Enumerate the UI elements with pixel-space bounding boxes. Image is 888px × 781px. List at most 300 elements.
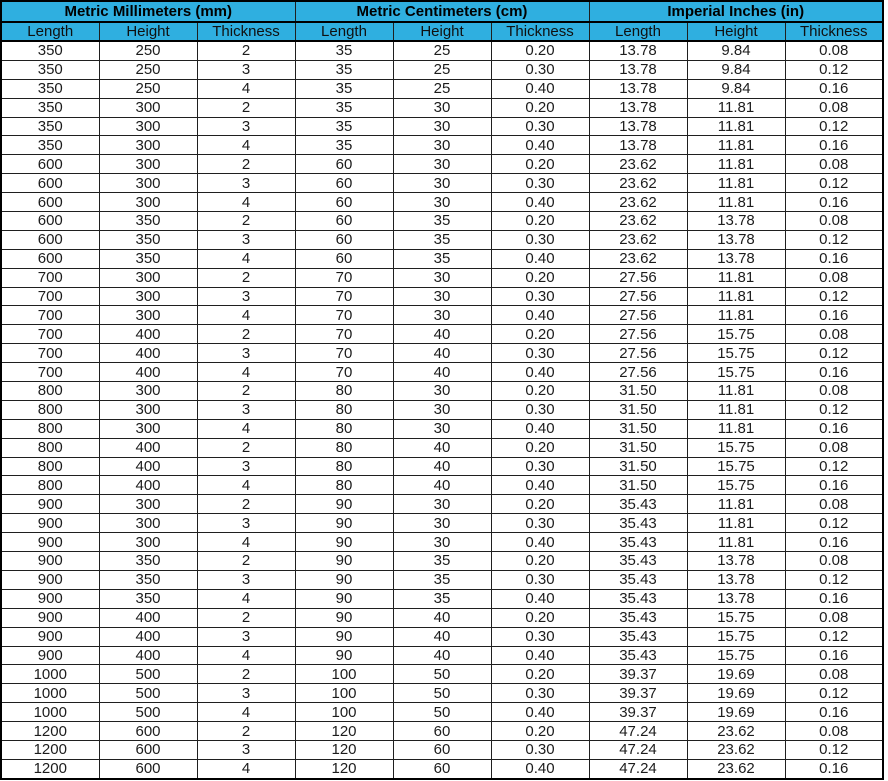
cell-cm-height: 30 xyxy=(393,533,491,552)
cell-mm-length: 900 xyxy=(1,646,99,665)
cell-mm-thickness: 4 xyxy=(197,533,295,552)
cell-mm-length: 900 xyxy=(1,627,99,646)
cell-in-length: 27.56 xyxy=(589,363,687,382)
cell-cm-length: 80 xyxy=(295,457,393,476)
cell-in-thickness: 0.12 xyxy=(785,174,883,193)
cell-in-height: 11.81 xyxy=(687,495,785,514)
cell-mm-length: 800 xyxy=(1,419,99,438)
column-header-cm-length: Length xyxy=(295,22,393,41)
cell-in-length: 27.56 xyxy=(589,325,687,344)
cell-cm-thickness: 0.40 xyxy=(491,759,589,778)
group-header-imperial-in: Imperial Inches (in) xyxy=(589,1,883,22)
cell-mm-thickness: 4 xyxy=(197,703,295,722)
cell-in-length: 23.62 xyxy=(589,230,687,249)
table-row xyxy=(1,230,883,249)
cell-cm-length: 60 xyxy=(295,155,393,174)
table-body xyxy=(1,41,883,779)
cell-cm-length: 80 xyxy=(295,476,393,495)
table-row xyxy=(1,476,883,495)
cell-mm-length: 700 xyxy=(1,306,99,325)
column-header-row xyxy=(1,22,883,41)
cell-mm-length: 350 xyxy=(1,117,99,136)
table-row xyxy=(1,117,883,136)
cell-cm-height: 25 xyxy=(393,60,491,79)
cell-mm-height: 400 xyxy=(99,363,197,382)
cell-cm-height: 30 xyxy=(393,419,491,438)
cell-cm-thickness: 0.20 xyxy=(491,155,589,174)
cell-mm-thickness: 3 xyxy=(197,514,295,533)
cell-cm-length: 80 xyxy=(295,438,393,457)
cell-cm-thickness: 0.20 xyxy=(491,325,589,344)
table-row xyxy=(1,684,883,703)
column-header-mm-length: Length xyxy=(1,22,99,41)
cell-cm-height: 30 xyxy=(393,306,491,325)
cell-mm-length: 1000 xyxy=(1,703,99,722)
cell-mm-thickness: 2 xyxy=(197,325,295,344)
cell-in-height: 13.78 xyxy=(687,552,785,571)
cell-cm-length: 60 xyxy=(295,230,393,249)
cell-mm-thickness: 3 xyxy=(197,457,295,476)
cell-cm-length: 70 xyxy=(295,306,393,325)
cell-cm-length: 80 xyxy=(295,382,393,401)
group-header-metric-cm: Metric Centimeters (cm) xyxy=(295,1,589,22)
cell-in-thickness: 0.08 xyxy=(785,552,883,571)
cell-cm-length: 90 xyxy=(295,627,393,646)
cell-mm-thickness: 4 xyxy=(197,79,295,98)
cell-in-height: 13.78 xyxy=(687,212,785,231)
cell-in-height: 9.84 xyxy=(687,60,785,79)
cell-cm-length: 90 xyxy=(295,646,393,665)
cell-cm-height: 35 xyxy=(393,570,491,589)
cell-in-length: 31.50 xyxy=(589,400,687,419)
cell-in-length: 35.43 xyxy=(589,514,687,533)
cell-mm-height: 500 xyxy=(99,703,197,722)
cell-mm-length: 800 xyxy=(1,438,99,457)
cell-mm-thickness: 3 xyxy=(197,684,295,703)
cell-in-length: 39.37 xyxy=(589,703,687,722)
cell-mm-length: 350 xyxy=(1,136,99,155)
cell-cm-thickness: 0.40 xyxy=(491,533,589,552)
cell-cm-thickness: 0.40 xyxy=(491,589,589,608)
cell-cm-thickness: 0.40 xyxy=(491,79,589,98)
cell-cm-height: 30 xyxy=(393,400,491,419)
cell-mm-height: 300 xyxy=(99,174,197,193)
cell-mm-height: 350 xyxy=(99,212,197,231)
cell-mm-thickness: 4 xyxy=(197,646,295,665)
cell-mm-length: 600 xyxy=(1,193,99,212)
table-row xyxy=(1,457,883,476)
cell-in-length: 13.78 xyxy=(589,79,687,98)
cell-in-thickness: 0.12 xyxy=(785,230,883,249)
cell-cm-length: 90 xyxy=(295,533,393,552)
cell-cm-length: 35 xyxy=(295,98,393,117)
cell-cm-height: 30 xyxy=(393,174,491,193)
cell-in-thickness: 0.08 xyxy=(785,608,883,627)
cell-cm-thickness: 0.30 xyxy=(491,400,589,419)
cell-in-height: 11.81 xyxy=(687,174,785,193)
cell-cm-length: 80 xyxy=(295,400,393,419)
cell-mm-height: 300 xyxy=(99,98,197,117)
cell-in-thickness: 0.12 xyxy=(785,570,883,589)
cell-cm-height: 35 xyxy=(393,249,491,268)
cell-cm-height: 30 xyxy=(393,98,491,117)
table-row xyxy=(1,325,883,344)
cell-mm-thickness: 3 xyxy=(197,174,295,193)
cell-in-thickness: 0.12 xyxy=(785,514,883,533)
cell-in-length: 27.56 xyxy=(589,268,687,287)
cell-in-height: 15.75 xyxy=(687,344,785,363)
cell-cm-height: 40 xyxy=(393,438,491,457)
cell-cm-height: 30 xyxy=(393,268,491,287)
cell-cm-thickness: 0.30 xyxy=(491,60,589,79)
cell-in-height: 9.84 xyxy=(687,41,785,60)
cell-cm-thickness: 0.40 xyxy=(491,306,589,325)
cell-cm-height: 35 xyxy=(393,212,491,231)
cell-mm-height: 300 xyxy=(99,193,197,212)
cell-mm-height: 300 xyxy=(99,514,197,533)
cell-mm-length: 600 xyxy=(1,155,99,174)
group-header-row xyxy=(1,1,883,22)
cell-mm-height: 400 xyxy=(99,457,197,476)
cell-mm-thickness: 3 xyxy=(197,400,295,419)
cell-in-thickness: 0.16 xyxy=(785,79,883,98)
cell-mm-thickness: 4 xyxy=(197,419,295,438)
cell-in-height: 11.81 xyxy=(687,382,785,401)
cell-cm-height: 30 xyxy=(393,193,491,212)
cell-cm-thickness: 0.30 xyxy=(491,570,589,589)
cell-mm-height: 400 xyxy=(99,476,197,495)
cell-cm-thickness: 0.20 xyxy=(491,608,589,627)
cell-cm-thickness: 0.40 xyxy=(491,249,589,268)
cell-in-thickness: 0.16 xyxy=(785,589,883,608)
cell-cm-length: 70 xyxy=(295,325,393,344)
cell-cm-height: 50 xyxy=(393,665,491,684)
cell-mm-length: 900 xyxy=(1,514,99,533)
cell-mm-length: 350 xyxy=(1,98,99,117)
cell-mm-length: 600 xyxy=(1,230,99,249)
cell-mm-thickness: 4 xyxy=(197,363,295,382)
table-row xyxy=(1,79,883,98)
cell-in-height: 11.81 xyxy=(687,193,785,212)
cell-in-length: 31.50 xyxy=(589,419,687,438)
cell-in-height: 11.81 xyxy=(687,287,785,306)
cell-cm-length: 35 xyxy=(295,41,393,60)
table-row xyxy=(1,382,883,401)
cell-mm-length: 700 xyxy=(1,268,99,287)
cell-cm-height: 40 xyxy=(393,363,491,382)
cell-in-thickness: 0.16 xyxy=(785,419,883,438)
cell-in-length: 35.43 xyxy=(589,533,687,552)
table-row xyxy=(1,608,883,627)
cell-mm-height: 500 xyxy=(99,665,197,684)
cell-cm-length: 35 xyxy=(295,117,393,136)
cell-mm-height: 300 xyxy=(99,382,197,401)
table-row xyxy=(1,174,883,193)
table-row xyxy=(1,344,883,363)
cell-in-thickness: 0.12 xyxy=(785,457,883,476)
cell-cm-thickness: 0.30 xyxy=(491,117,589,136)
cell-in-thickness: 0.08 xyxy=(785,495,883,514)
cell-in-thickness: 0.08 xyxy=(785,325,883,344)
cell-in-thickness: 0.08 xyxy=(785,268,883,287)
cell-in-height: 23.62 xyxy=(687,740,785,759)
cell-in-length: 23.62 xyxy=(589,155,687,174)
cell-in-thickness: 0.16 xyxy=(785,703,883,722)
cell-mm-thickness: 3 xyxy=(197,570,295,589)
table-row xyxy=(1,533,883,552)
cell-mm-height: 350 xyxy=(99,230,197,249)
table-row xyxy=(1,400,883,419)
cell-mm-length: 600 xyxy=(1,249,99,268)
cell-mm-height: 600 xyxy=(99,759,197,778)
cell-cm-length: 120 xyxy=(295,722,393,741)
cell-cm-length: 35 xyxy=(295,136,393,155)
cell-cm-height: 50 xyxy=(393,703,491,722)
cell-cm-length: 100 xyxy=(295,703,393,722)
cell-mm-height: 400 xyxy=(99,608,197,627)
cell-cm-length: 60 xyxy=(295,174,393,193)
cell-in-thickness: 0.16 xyxy=(785,193,883,212)
cell-in-height: 19.69 xyxy=(687,703,785,722)
cell-cm-length: 70 xyxy=(295,268,393,287)
cell-cm-height: 40 xyxy=(393,476,491,495)
cell-in-length: 23.62 xyxy=(589,193,687,212)
cell-mm-height: 350 xyxy=(99,552,197,571)
cell-in-thickness: 0.08 xyxy=(785,438,883,457)
cell-in-height: 11.81 xyxy=(687,155,785,174)
cell-mm-length: 1200 xyxy=(1,759,99,778)
table-row xyxy=(1,268,883,287)
cell-cm-height: 40 xyxy=(393,325,491,344)
cell-cm-thickness: 0.30 xyxy=(491,174,589,193)
cell-mm-height: 400 xyxy=(99,438,197,457)
cell-mm-height: 300 xyxy=(99,533,197,552)
cell-cm-height: 35 xyxy=(393,230,491,249)
cell-cm-length: 80 xyxy=(295,419,393,438)
table-row xyxy=(1,589,883,608)
cell-mm-thickness: 3 xyxy=(197,230,295,249)
cell-mm-thickness: 2 xyxy=(197,438,295,457)
cell-mm-height: 400 xyxy=(99,627,197,646)
cell-cm-height: 25 xyxy=(393,79,491,98)
cell-cm-thickness: 0.20 xyxy=(491,41,589,60)
cell-cm-length: 100 xyxy=(295,684,393,703)
cell-in-thickness: 0.12 xyxy=(785,400,883,419)
cell-cm-height: 50 xyxy=(393,684,491,703)
table-row xyxy=(1,363,883,382)
cell-cm-thickness: 0.40 xyxy=(491,646,589,665)
cell-in-thickness: 0.16 xyxy=(785,363,883,382)
cell-in-thickness: 0.08 xyxy=(785,98,883,117)
table-row xyxy=(1,41,883,60)
cell-mm-length: 350 xyxy=(1,79,99,98)
cell-mm-thickness: 4 xyxy=(197,476,295,495)
cell-in-length: 23.62 xyxy=(589,212,687,231)
cell-in-thickness: 0.16 xyxy=(785,306,883,325)
cell-mm-thickness: 4 xyxy=(197,136,295,155)
cell-mm-height: 300 xyxy=(99,306,197,325)
cell-cm-height: 30 xyxy=(393,155,491,174)
cell-mm-height: 300 xyxy=(99,136,197,155)
cell-in-height: 15.75 xyxy=(687,457,785,476)
cell-mm-height: 350 xyxy=(99,570,197,589)
cell-cm-thickness: 0.40 xyxy=(491,419,589,438)
table-row xyxy=(1,438,883,457)
cell-mm-height: 300 xyxy=(99,268,197,287)
cell-in-height: 19.69 xyxy=(687,665,785,684)
cell-cm-height: 30 xyxy=(393,136,491,155)
cell-in-height: 15.75 xyxy=(687,438,785,457)
cell-in-thickness: 0.12 xyxy=(785,684,883,703)
cell-in-thickness: 0.16 xyxy=(785,646,883,665)
cell-mm-thickness: 2 xyxy=(197,212,295,231)
cell-mm-height: 300 xyxy=(99,287,197,306)
cell-in-length: 35.43 xyxy=(589,552,687,571)
cell-in-length: 27.56 xyxy=(589,344,687,363)
cell-cm-length: 90 xyxy=(295,552,393,571)
cell-mm-length: 900 xyxy=(1,552,99,571)
cell-in-length: 47.24 xyxy=(589,759,687,778)
cell-in-thickness: 0.16 xyxy=(785,476,883,495)
cell-cm-height: 25 xyxy=(393,41,491,60)
cell-mm-length: 1200 xyxy=(1,740,99,759)
cell-mm-thickness: 3 xyxy=(197,60,295,79)
cell-in-height: 11.81 xyxy=(687,136,785,155)
table-row xyxy=(1,136,883,155)
cell-mm-height: 250 xyxy=(99,60,197,79)
cell-mm-thickness: 3 xyxy=(197,344,295,363)
cell-in-thickness: 0.08 xyxy=(785,41,883,60)
cell-cm-length: 35 xyxy=(295,60,393,79)
cell-cm-length: 70 xyxy=(295,287,393,306)
cell-in-length: 23.62 xyxy=(589,249,687,268)
cell-in-length: 47.24 xyxy=(589,722,687,741)
cell-in-length: 27.56 xyxy=(589,287,687,306)
cell-in-height: 15.75 xyxy=(687,325,785,344)
cell-in-height: 19.69 xyxy=(687,684,785,703)
cell-mm-length: 900 xyxy=(1,570,99,589)
cell-mm-height: 600 xyxy=(99,740,197,759)
cell-cm-height: 40 xyxy=(393,457,491,476)
cell-mm-length: 700 xyxy=(1,325,99,344)
cell-in-length: 31.50 xyxy=(589,382,687,401)
cell-cm-length: 90 xyxy=(295,495,393,514)
cell-in-height: 11.81 xyxy=(687,268,785,287)
cell-cm-height: 60 xyxy=(393,759,491,778)
column-header-mm-height: Height xyxy=(99,22,197,41)
cell-mm-thickness: 2 xyxy=(197,722,295,741)
cell-in-length: 39.37 xyxy=(589,665,687,684)
column-header-cm-height: Height xyxy=(393,22,491,41)
cell-in-height: 15.75 xyxy=(687,363,785,382)
table-row xyxy=(1,646,883,665)
cell-in-length: 35.43 xyxy=(589,495,687,514)
cell-mm-thickness: 3 xyxy=(197,117,295,136)
table-row xyxy=(1,570,883,589)
cell-in-height: 11.81 xyxy=(687,514,785,533)
cell-cm-length: 70 xyxy=(295,363,393,382)
cell-in-height: 15.75 xyxy=(687,646,785,665)
cell-in-length: 23.62 xyxy=(589,174,687,193)
cell-mm-height: 300 xyxy=(99,495,197,514)
table-row xyxy=(1,249,883,268)
table-row xyxy=(1,306,883,325)
cell-cm-height: 35 xyxy=(393,552,491,571)
cell-cm-height: 40 xyxy=(393,344,491,363)
cell-cm-thickness: 0.30 xyxy=(491,287,589,306)
cell-mm-length: 700 xyxy=(1,287,99,306)
cell-mm-length: 350 xyxy=(1,41,99,60)
cell-in-thickness: 0.08 xyxy=(785,155,883,174)
cell-mm-thickness: 4 xyxy=(197,249,295,268)
cell-cm-length: 60 xyxy=(295,212,393,231)
cell-cm-height: 60 xyxy=(393,740,491,759)
cell-mm-thickness: 4 xyxy=(197,589,295,608)
cell-in-length: 13.78 xyxy=(589,60,687,79)
cell-in-length: 13.78 xyxy=(589,41,687,60)
cell-in-height: 15.75 xyxy=(687,627,785,646)
cell-in-length: 35.43 xyxy=(589,646,687,665)
cell-in-thickness: 0.12 xyxy=(785,740,883,759)
cell-cm-length: 35 xyxy=(295,79,393,98)
cell-cm-length: 90 xyxy=(295,570,393,589)
cell-mm-length: 700 xyxy=(1,344,99,363)
cell-cm-height: 60 xyxy=(393,722,491,741)
cell-in-length: 35.43 xyxy=(589,589,687,608)
cell-cm-length: 90 xyxy=(295,589,393,608)
cell-cm-thickness: 0.30 xyxy=(491,627,589,646)
column-header-mm-thickness: Thickness xyxy=(197,22,295,41)
cell-in-thickness: 0.12 xyxy=(785,627,883,646)
cell-mm-length: 700 xyxy=(1,363,99,382)
cell-mm-thickness: 2 xyxy=(197,495,295,514)
cell-cm-thickness: 0.20 xyxy=(491,212,589,231)
cell-in-height: 9.84 xyxy=(687,79,785,98)
cell-cm-height: 40 xyxy=(393,646,491,665)
cell-cm-height: 30 xyxy=(393,382,491,401)
cell-in-thickness: 0.16 xyxy=(785,136,883,155)
cell-mm-length: 600 xyxy=(1,212,99,231)
table-row xyxy=(1,60,883,79)
cell-in-height: 11.81 xyxy=(687,98,785,117)
cell-mm-length: 600 xyxy=(1,174,99,193)
cell-cm-thickness: 0.20 xyxy=(491,722,589,741)
cell-in-length: 31.50 xyxy=(589,457,687,476)
cell-in-thickness: 0.16 xyxy=(785,249,883,268)
cell-mm-height: 300 xyxy=(99,155,197,174)
cell-in-height: 11.81 xyxy=(687,400,785,419)
cell-mm-height: 600 xyxy=(99,722,197,741)
cell-mm-height: 500 xyxy=(99,684,197,703)
table-row xyxy=(1,287,883,306)
cell-cm-height: 40 xyxy=(393,608,491,627)
cell-mm-height: 250 xyxy=(99,41,197,60)
cell-in-length: 35.43 xyxy=(589,627,687,646)
cell-cm-thickness: 0.30 xyxy=(491,344,589,363)
cell-mm-thickness: 4 xyxy=(197,306,295,325)
table-row xyxy=(1,155,883,174)
cell-in-thickness: 0.16 xyxy=(785,759,883,778)
cell-mm-length: 900 xyxy=(1,533,99,552)
cell-in-length: 39.37 xyxy=(589,684,687,703)
cell-mm-thickness: 4 xyxy=(197,759,295,778)
cell-mm-length: 1000 xyxy=(1,665,99,684)
cell-in-thickness: 0.08 xyxy=(785,382,883,401)
table-row xyxy=(1,759,883,778)
table-row xyxy=(1,627,883,646)
cell-in-thickness: 0.12 xyxy=(785,344,883,363)
cell-mm-thickness: 3 xyxy=(197,627,295,646)
